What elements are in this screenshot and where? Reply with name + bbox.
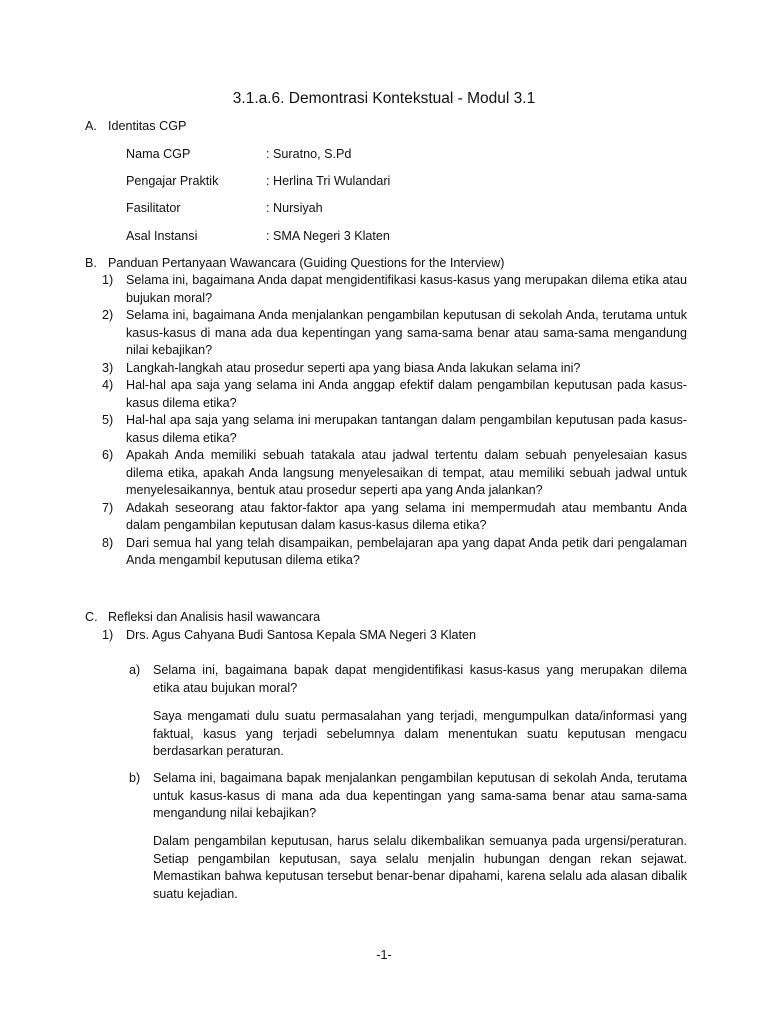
list-item bbox=[102, 377, 687, 412]
answer-b: Dalam pengambilan keputusan, harus selalu dikembalikan semuanya pada urgensi/peraturan. Setiap pengambilan keputusan, saya selalu menjalin hubungan dengan rekan sejawat. Memastikan bahwa keputusan tersebut benar-benar dipahami, karena selalu ada alasan dibalik suatu kejadian. bbox=[153, 834, 687, 901]
section-b-title: Panduan Pertanyaan Wawancara (Guiding Questions for the Interview) bbox=[108, 256, 505, 270]
list-number: 5) bbox=[102, 413, 114, 427]
list-number: 3) bbox=[102, 360, 114, 375]
sub-letter: b) bbox=[129, 771, 141, 785]
question-text: Hal-hal apa saja yang selama ini merupakan tantangan dalam pengambilan keputusan pada kasus-kasus dilema etika? bbox=[126, 413, 687, 445]
identity-value: : Suratno, S.Pd bbox=[266, 147, 352, 161]
list-number: 6) bbox=[102, 448, 114, 462]
list-item bbox=[102, 535, 687, 570]
question-text: Selama ini, bagaimana Anda menjalankan pengambilan keputusan di sekolah Anda, terutama untuk kasus-kasus di mana ada dua kepentingan yang sama-sama benar atau sama-sama mengandung nilai kebajikan? bbox=[126, 308, 687, 357]
sub-letter: a) bbox=[129, 663, 141, 677]
list-number: 1) bbox=[102, 628, 114, 642]
answer-a: Saya mengamati dulu suatu permasalahan yang terjadi, mengumpulkan data/informasi yang faktual, kasus yang terjadi sebelumnya dalam menentukan suatu keputusan mengacu berdasarkan peraturan. bbox=[153, 709, 687, 758]
question-text: Langkah-langkah atau prosedur seperti apa yang biasa Anda lakukan selama ini? bbox=[126, 360, 581, 375]
interviewee-name: Drs. Agus Cahyana Budi Santosa Kepala SMA Negeri 3 Klaten bbox=[126, 628, 477, 642]
question-text: Adakah seseorang atau faktor-faktor apa yang selama ini mempermudah atau membantu Anda dalam pengambilan keputusan dalam kasus-kasus dilema etika? bbox=[126, 500, 687, 532]
list-item bbox=[102, 412, 687, 447]
identity-label: Nama CGP bbox=[126, 147, 191, 161]
identity-label: Asal Instansi bbox=[126, 229, 198, 243]
list-number: 8) bbox=[102, 535, 114, 550]
identity-value: : SMA Negeri 3 Klaten bbox=[266, 229, 390, 243]
question-text: Dari semua hal yang telah disampaikan, pembelajaran apa yang dapat Anda petik dari pengalaman Anda mengambil keputusan dilema etika? bbox=[126, 535, 687, 567]
question-text: Hal-hal apa saja yang selama ini Anda anggap efektif dalam pengambilan keputusan pada kasus-kasus dilema etika? bbox=[126, 378, 687, 410]
list-item bbox=[102, 500, 687, 535]
sub-question-text: Selama ini, bagaimana bapak menjalankan pengambilan keputusan di sekolah Anda, terutama untuk kasus-kasus di mana ada dua kepentingan yang sama-sama benar atau sama-sama mengandung nilai kebajikan? bbox=[153, 771, 687, 820]
question-text: Selama ini, bagaimana Anda dapat mengidentifikasi kasus-kasus yang merupakan dilema etika atau bujukan moral? bbox=[126, 273, 687, 305]
page-number: -1- bbox=[376, 948, 392, 962]
page-title: 3.1.a.6. Demontrasi Kontekstual - Modul 3.1 bbox=[232, 90, 536, 107]
question-text: Apakah Anda memiliki sebuah tatakala atau jadwal tertentu dalam sebuah penyelesaian kasus dilema etika, apakah Anda langsung menyelesaikan di tempat, atau memiliki sebuah jadwal untuk menyelesaikannya, bentuk atau prosedur seperti apa yang Anda jalankan? bbox=[126, 448, 687, 497]
section-a-title: Identitas CGP bbox=[108, 119, 187, 133]
sub-question-b bbox=[129, 770, 687, 823]
list-item bbox=[102, 272, 687, 307]
list-number: 4) bbox=[102, 378, 114, 392]
list-number: 7) bbox=[102, 500, 114, 515]
section-c-title: Refleksi dan Analisis hasil wawancara bbox=[108, 610, 321, 624]
section-b-letter: B. bbox=[85, 256, 97, 270]
list-number: 1) bbox=[102, 273, 114, 287]
sub-question-text: Selama ini, bagaimana bapak dapat mengidentifikasi kasus-kasus yang merupakan dilema etika atau bujukan moral? bbox=[153, 663, 687, 695]
guiding-questions-list bbox=[102, 272, 687, 570]
identity-value: : Herlina Tri Wulandari bbox=[266, 174, 391, 188]
identity-value: : Nursiyah bbox=[266, 201, 323, 215]
section-c-letter: C. bbox=[85, 610, 98, 624]
identity-label: Pengajar Praktik bbox=[126, 174, 219, 188]
section-a-letter: A. bbox=[85, 119, 97, 133]
list-item bbox=[102, 307, 687, 360]
list-item bbox=[102, 360, 687, 378]
sub-question-a bbox=[129, 662, 687, 697]
list-item bbox=[102, 447, 687, 500]
identity-label: Fasilitator bbox=[126, 201, 181, 215]
list-number: 2) bbox=[102, 308, 114, 322]
